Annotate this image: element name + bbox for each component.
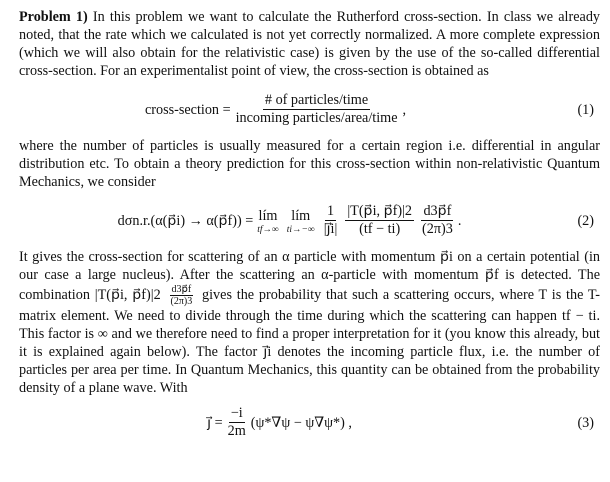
eq3-fraction — [226, 405, 248, 440]
eq2-phase-space-fraction — [420, 203, 455, 238]
inline-phase-space-fraction — [168, 284, 194, 307]
eq2-number: (2) — [577, 212, 594, 229]
paragraph-explanation — [19, 248, 600, 397]
eq3-denominator: 2m — [227, 423, 246, 439]
equation-2 — [0, 203, 594, 238]
eq2-lim2: lím — [291, 207, 311, 224]
eq2-lim1: lím — [258, 207, 278, 224]
eq2-lhs: dσn.r.(α(p⃗i) → α(p⃗f)) = — [117, 212, 254, 229]
eq1-trail: , — [402, 101, 407, 118]
eq2-frac1-num: 1 — [326, 203, 335, 219]
eq2-frac2-den: (tf − ti) — [359, 221, 401, 237]
problem-heading: Problem 1) — [19, 9, 88, 25]
paragraph-theory: where the number of particles is usually measured for a certain region i.e. differential in angular distribution etc. To obtain a theory prediction for this cross-section within non-relativistic Quantum Mechanics, we consider — [19, 138, 600, 190]
eq2-frac3-den: (2π)3 — [422, 221, 453, 237]
eq3-number: (3) — [577, 414, 594, 431]
eq3-rhs: (ψ*∇ψ − ψ∇ψ*) , — [250, 414, 352, 431]
eq2-lim1-sub: tf→∞ — [257, 224, 279, 235]
eq2-lim2-sub: ti→−∞ — [286, 224, 315, 235]
eq1-number: (1) — [577, 101, 594, 118]
equation-1 — [0, 92, 594, 127]
explanation-part1: It gives the cross-section for scattering of an α particle with momentum p⃗i on a certain potential (in our case a large nucleus). After the scattering an α-particle with momentum p⃗f is detected. The combination |T(p⃗i, p⃗f)|2 — [19, 249, 600, 303]
intro-text: In this problem we want to calculate the Rutherford cross-section. In class we already noted, that the rate which we calculated is not yet correctly normalized. A more complete expression (which we will also obtain for the relativistic case) is given by the use of the so-called differential cross-section. For an experimentalist point of view, the cross-section is obtained as — [19, 9, 601, 79]
eq3-lhs: j⃗ = — [207, 414, 223, 431]
eq2-frac1-den: |j⃗i| — [323, 221, 338, 237]
eq2-tmatrix-fraction — [345, 203, 414, 238]
eq3-numerator: −i — [230, 405, 243, 421]
eq2-limit-ti — [287, 207, 315, 235]
eq1-denominator: incoming particles/area/time — [235, 110, 398, 126]
eq1-fraction — [234, 92, 400, 127]
inline-den: (2π)3 — [170, 296, 193, 307]
explanation-part2: gives the probability that such a scattering occurs, where T is the T-matrix element. We need to divide through the time during which the scattering can happen tf − ti. This factor is ∞ and we therefore need to find a proper interpretation for it (you know this already, but it is explained again below). The factor j⃗i denotes the incoming particle flux, i.e. the number of particles per area per time. In Quantum Mechanics, this quantity can be obtained from the probability density of a plane wave. With — [19, 286, 601, 396]
eq2-frac2-num: |T(p⃗i, p⃗f)|2 — [347, 203, 412, 219]
eq2-flux-fraction — [322, 203, 340, 238]
inline-num: d3p⃗f — [171, 284, 192, 295]
eq1-lhs: cross-section = — [144, 101, 231, 118]
eq1-numerator: # of particles/time — [264, 92, 369, 108]
equation-3 — [0, 405, 594, 440]
eq2-limit-tf — [257, 207, 279, 235]
paragraph-intro — [19, 8, 600, 80]
eq2-frac3-num: d3p⃗f — [423, 203, 452, 219]
eq2-trail: . — [457, 212, 462, 229]
